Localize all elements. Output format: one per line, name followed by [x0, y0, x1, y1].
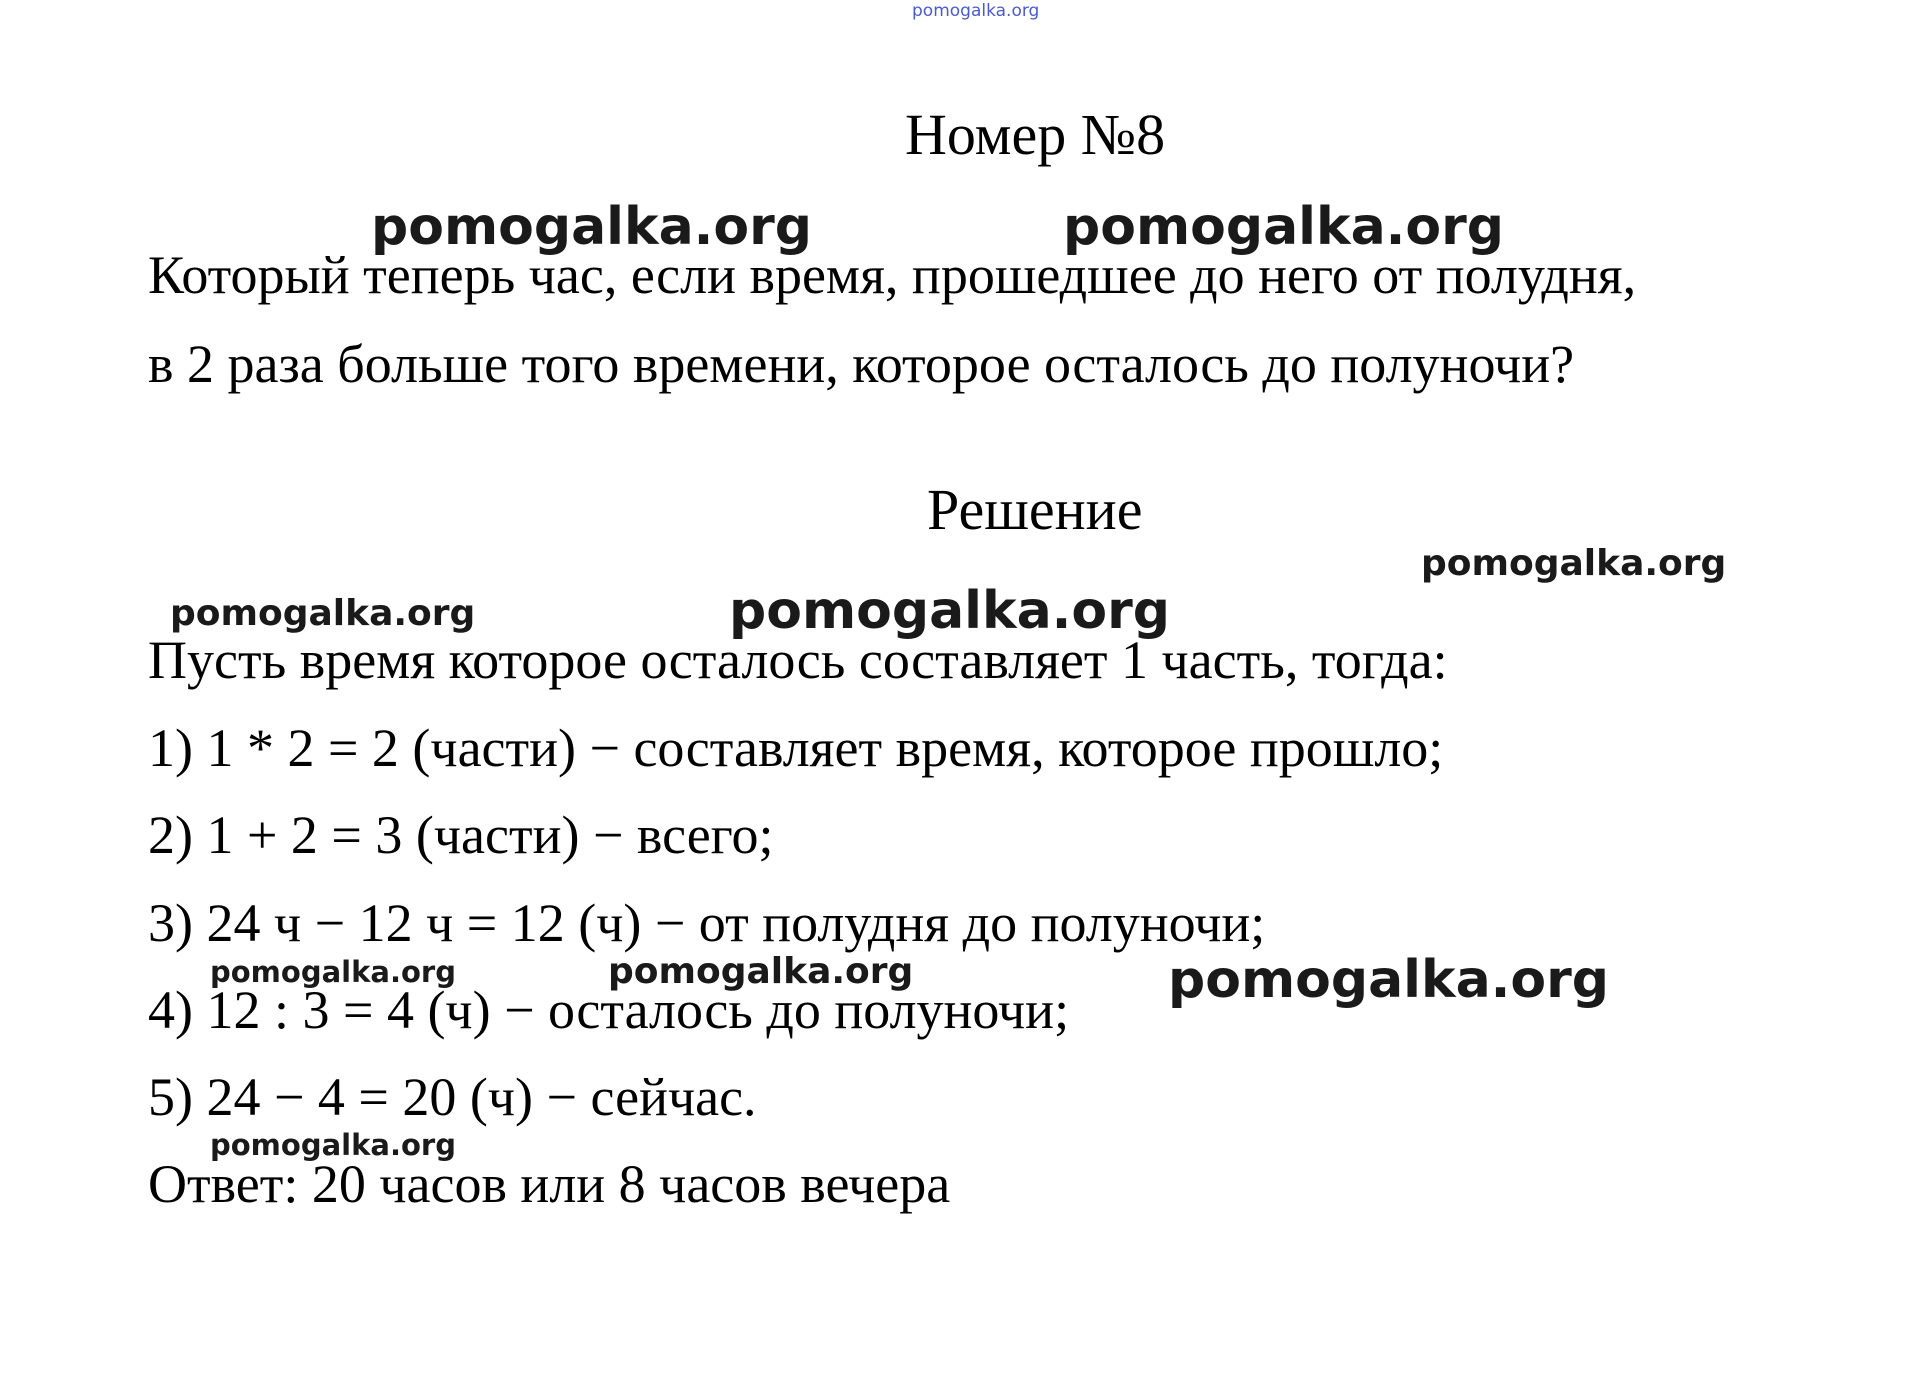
- solution-intro: Пусть время которое осталось составляет 1 часть, тогда:: [148, 630, 1448, 690]
- solution-step-3: 3) 24 ч − 12 ч = 12 (ч) − от полудня до полуночи;: [148, 893, 1266, 953]
- watermark-7: pomogalka.org: [608, 951, 914, 992]
- watermark-2: pomogalka.org: [1063, 197, 1505, 257]
- watermark-top: pomogalka.org: [912, 1, 1040, 21]
- watermark-3: pomogalka.org: [1421, 543, 1727, 584]
- solution-heading: Решение: [927, 477, 1143, 542]
- watermark-6: pomogalka.org: [210, 955, 456, 989]
- answer-line: Ответ: 20 часов или 8 часов вечера: [148, 1154, 951, 1214]
- watermark-8: pomogalka.org: [1168, 950, 1610, 1010]
- problem-line-1: Который теперь час, если время, прошедшее до него от полудня,: [148, 245, 1637, 305]
- watermark-5: pomogalka.org: [729, 581, 1171, 641]
- solution-step-2: 2) 1 + 2 = 3 (части) − всего;: [148, 805, 774, 865]
- watermark-9: pomogalka.org: [210, 1128, 456, 1162]
- watermark-4: pomogalka.org: [170, 593, 476, 634]
- solution-step-1: 1) 1 * 2 = 2 (части) − составляет время, которое прошло;: [148, 718, 1444, 778]
- watermark-1: pomogalka.org: [371, 197, 813, 257]
- page-title: Номер №8: [905, 102, 1166, 167]
- problem-line-2: в 2 раза больше того времени, которое осталось до полуночи?: [148, 334, 1575, 394]
- solution-step-5: 5) 24 − 4 = 20 (ч) − сейчас.: [148, 1067, 757, 1127]
- solution-step-4: 4) 12 : 3 = 4 (ч) − осталось до полуночи;: [148, 980, 1070, 1040]
